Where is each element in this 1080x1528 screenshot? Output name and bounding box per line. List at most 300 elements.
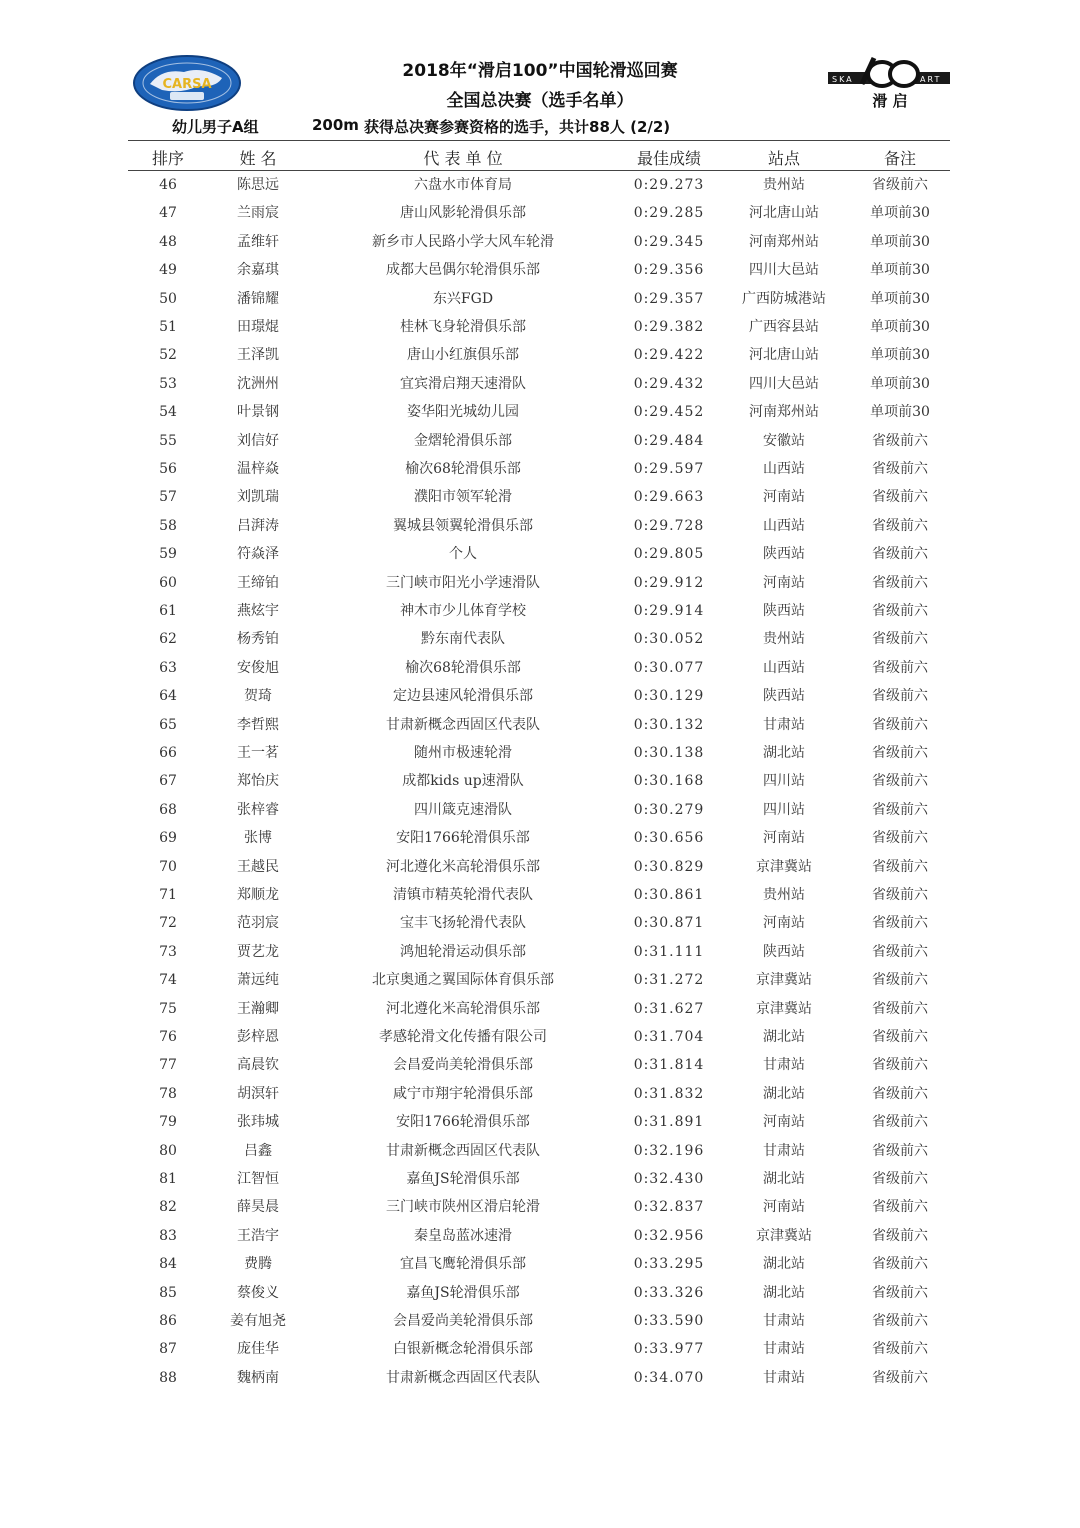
station-cell: 京津冀站 [756,972,812,989]
name-cell: 杨秀铂 [237,631,279,648]
name-cell: 吕湃涛 [237,517,279,534]
svg-text:CARSA: CARSA [162,77,212,92]
time-cell: 0:30.656 [633,830,705,847]
table-row [128,347,950,375]
rank-cell: 85 [159,1284,177,1301]
unit-cell: 个人 [449,546,477,563]
table-row [128,717,950,745]
note-cell: 省级前六 [872,574,928,591]
note-cell: 省级前六 [872,1227,928,1244]
station-cell: 广西容县站 [749,319,819,335]
time-cell: 0:32.196 [633,1142,705,1159]
station-cell: 四川站 [763,773,805,790]
rank-cell: 55 [159,432,177,449]
table-row [128,972,950,1000]
station-cell: 四川大邑站 [749,262,819,279]
station-cell: 四川大邑站 [749,375,819,392]
note-cell: 省级前六 [872,745,928,761]
note-cell: 单项前30 [870,205,930,222]
name-cell: 张梓睿 [237,801,279,818]
note-cell: 省级前六 [872,1029,928,1045]
unit-cell: 黔东南代表队 [421,631,505,648]
rank-cell: 57 [159,489,177,506]
col-rank-header: 排序 [151,149,184,168]
name-cell: 庞佳华 [237,1341,279,1358]
name-cell: 费腾 [244,1256,272,1273]
rank-cell: 87 [159,1341,177,1358]
unit-cell: 桂林飞身轮滑俱乐部 [400,319,526,335]
note-cell: 省级前六 [872,659,928,676]
unit-cell: 北京奥通之翼国际体育俱乐部 [372,972,554,989]
rank-cell: 88 [159,1369,177,1386]
table-row [128,546,950,574]
note-cell: 省级前六 [872,177,928,193]
rank-cell: 53 [159,375,177,392]
time-cell: 0:29.452 [633,404,705,421]
station-cell: 湖北站 [763,1284,805,1301]
unit-cell: 六盘水市体育局 [414,177,512,193]
station-cell: 京津冀站 [756,1000,812,1017]
unit-cell: 清镇市精英轮滑代表队 [393,887,533,903]
table-row [128,291,950,319]
time-cell: 0:30.052 [633,631,705,648]
time-cell: 0:32.430 [633,1171,705,1187]
unit-cell: 会昌爱尚美轮滑俱乐部 [393,1313,533,1329]
unit-cell: 神木市少儿体育学校 [400,603,526,619]
note-cell: 省级前六 [872,773,928,790]
name-cell: 孟维轩 [237,233,279,250]
time-cell: 0:30.871 [633,915,705,932]
unit-cell: 甘肃新概念西固区代表队 [386,1369,540,1386]
name-cell: 陈思远 [237,177,279,193]
rank-cell: 76 [159,1029,177,1045]
time-cell: 0:33.326 [633,1284,705,1301]
station-cell: 河南站 [763,1199,805,1216]
unit-cell: 河北遵化米高轮滑俱乐部 [386,858,540,875]
table-row [128,205,950,233]
time-cell: 0:29.663 [633,489,705,506]
unit-cell: 河北遵化米高轮滑俱乐部 [386,1000,540,1017]
name-cell: 张博 [244,830,272,847]
station-cell: 湖北站 [763,1085,805,1102]
station-cell: 贵州站 [763,887,805,903]
table-row [128,1285,950,1313]
rank-cell: 69 [159,830,177,847]
rank-cell: 84 [159,1256,177,1273]
station-cell: 山西站 [763,659,805,676]
name-cell: 彭梓恩 [237,1029,279,1045]
rank-cell: 49 [159,262,177,279]
station-cell: 甘肃站 [763,1057,805,1074]
station-cell: 河南站 [763,489,805,506]
note-cell: 省级前六 [872,801,928,818]
time-cell: 0:33.295 [633,1256,705,1273]
table-row [128,1313,950,1341]
rank-cell: 71 [159,887,177,903]
unit-cell: 秦皇岛蓝冰速滑 [414,1227,512,1244]
col-note-header: 备注 [883,149,916,168]
name-cell: 胡溟轩 [237,1085,279,1102]
name-cell: 王缔铂 [237,574,279,591]
time-cell: 0:33.590 [633,1313,705,1329]
station-cell: 甘肃站 [763,1142,805,1159]
header-bottom-rule [128,170,950,171]
name-cell: 符焱泽 [237,546,279,563]
table-row [128,773,950,801]
rank-cell: 46 [159,177,177,193]
note-cell: 省级前六 [872,858,928,875]
station-cell: 陕西站 [763,546,805,563]
unit-cell: 姿华阳光城幼儿园 [407,404,519,421]
time-cell: 0:29.914 [633,603,705,619]
title-line-1: 2018年“滑启100”中国轮滑巡回赛 [402,61,678,81]
note-cell: 省级前六 [872,1085,928,1102]
station-cell: 京津冀站 [756,858,812,875]
time-cell: 0:29.285 [633,205,705,222]
note-cell: 省级前六 [872,631,928,648]
name-cell: 余嘉琪 [237,262,279,279]
time-cell: 0:29.273 [633,177,705,193]
qualify-text: 获得总决赛参赛资格的选手，共计88人 (2/2) [364,118,671,136]
name-cell: 王越民 [237,858,279,875]
unit-cell: 甘肃新概念西固区代表队 [386,716,540,733]
rank-cell: 75 [159,1000,177,1017]
table-row [128,433,950,461]
table-row [128,688,950,716]
rank-cell: 65 [159,716,177,733]
note-cell: 省级前六 [872,943,928,960]
station-cell: 河北唐山站 [749,205,819,222]
time-cell: 0:31.891 [633,1114,705,1131]
name-cell: 贾艺龙 [237,943,279,960]
unit-cell: 翼城县领翼轮滑俱乐部 [393,517,533,534]
note-cell: 单项前30 [870,347,930,364]
table-row [128,802,950,830]
name-cell: 高晨钦 [237,1057,279,1074]
note-cell: 省级前六 [872,830,928,847]
table-row [128,830,950,858]
unit-cell: 宝丰飞扬轮滑代表队 [400,915,526,932]
station-cell: 陕西站 [763,688,805,705]
unit-cell: 三门峡市阳光小学速滑队 [386,574,540,591]
note-cell: 省级前六 [872,1114,928,1131]
name-cell: 蔡俊义 [237,1284,279,1301]
note-cell: 省级前六 [872,1000,928,1017]
name-cell: 薛昊晨 [237,1199,279,1216]
station-cell: 甘肃站 [763,716,805,733]
time-cell: 0:31.111 [633,943,705,960]
rank-cell: 59 [159,546,177,563]
table-row [128,1143,950,1171]
note-cell: 省级前六 [872,1256,928,1273]
rank-cell: 63 [159,659,177,676]
time-cell: 0:29.912 [633,574,705,591]
station-cell: 河北唐山站 [749,347,819,364]
unit-cell: 新乡市人民路小学大风车轮滑 [372,233,554,250]
time-cell: 0:29.432 [633,375,705,392]
name-cell: 温梓焱 [237,461,279,477]
table-row [128,603,950,631]
note-cell: 省级前六 [872,887,928,903]
time-cell: 0:29.484 [633,432,705,449]
table-row [128,1199,950,1227]
name-cell: 刘凯瑞 [237,489,279,506]
time-cell: 0:29.382 [633,319,705,335]
time-cell: 0:30.138 [633,745,705,761]
note-cell: 省级前六 [872,716,928,733]
station-cell: 广西防城港站 [742,290,826,307]
table-row [128,319,950,347]
table-row [128,234,950,262]
name-cell: 姜有旭尧 [230,1313,286,1329]
note-cell: 省级前六 [872,915,928,932]
unit-cell: 安阳1766轮滑俱乐部 [396,830,530,847]
station-cell: 山西站 [763,461,805,477]
unit-cell: 榆次68轮滑俱乐部 [405,461,521,477]
station-cell: 陕西站 [763,603,805,619]
time-cell: 0:32.837 [633,1199,705,1216]
time-cell: 0:30.829 [633,858,705,875]
rank-cell: 51 [159,319,177,335]
name-cell: 吕鑫 [244,1142,272,1159]
table-row [128,1370,950,1398]
rank-cell: 77 [159,1057,177,1074]
station-cell: 京津冀站 [756,1227,812,1244]
name-cell: 燕炫宇 [237,603,279,619]
rank-cell: 78 [159,1085,177,1102]
col-station-header: 站点 [767,149,800,168]
time-cell: 0:31.704 [633,1029,705,1045]
time-cell: 0:29.356 [633,262,705,279]
note-cell: 省级前六 [872,461,928,477]
unit-cell: 金熠轮滑俱乐部 [414,432,512,449]
station-cell: 河南站 [763,915,805,932]
svg-text:ART: ART [920,75,942,84]
unit-cell: 孝感轮滑文化传播有限公司 [379,1029,547,1045]
table-row [128,1256,950,1284]
station-cell: 陕西站 [763,943,805,960]
table-row [128,745,950,773]
unit-cell: 四川箴克速滑队 [414,801,512,818]
table-row [128,1171,950,1199]
table-row [128,660,950,688]
rank-cell: 80 [159,1142,177,1159]
name-cell: 潘锦耀 [237,290,279,307]
name-cell: 安俊旭 [237,659,279,676]
name-cell: 魏柄南 [237,1369,279,1386]
table-row [128,404,950,432]
note-cell: 省级前六 [872,1142,928,1159]
time-cell: 0:31.814 [633,1057,705,1074]
name-cell: 张玮城 [237,1114,279,1131]
table-row [128,1057,950,1085]
rank-cell: 67 [159,773,177,790]
unit-cell: 鸿旭轮滑运动俱乐部 [400,943,526,960]
col-unit-header: 代 表 单 位 [423,149,503,168]
table-row [128,262,950,290]
time-cell: 0:29.805 [633,546,705,563]
note-cell: 单项前30 [870,290,930,307]
note-cell: 省级前六 [872,489,928,506]
rank-cell: 58 [159,517,177,534]
rank-cell: 62 [159,631,177,648]
unit-cell: 宜昌飞鹰轮滑俱乐部 [400,1256,526,1273]
station-cell: 湖北站 [763,1029,805,1045]
table-row [128,1114,950,1142]
station-cell: 贵州站 [763,631,805,648]
svg-text:SKA: SKA [832,75,854,84]
station-cell: 贵州站 [763,177,805,193]
table-row [128,177,950,205]
time-cell: 0:31.272 [633,972,705,989]
name-cell: 李哲熙 [237,716,279,733]
unit-cell: 嘉鱼JS轮滑俱乐部 [406,1284,520,1301]
rank-cell: 83 [159,1227,177,1244]
note-cell: 省级前六 [872,972,928,989]
note-cell: 省级前六 [872,1199,928,1216]
name-cell: 田璟焜 [237,319,279,335]
note-cell: 单项前30 [870,233,930,250]
name-cell: 郑顺龙 [237,887,279,903]
unit-cell: 安阳1766轮滑俱乐部 [396,1114,530,1131]
name-cell: 郑怡庆 [237,773,279,790]
title-line-2: 全国总决赛（选手名单） [446,91,634,111]
name-cell: 江智恒 [237,1171,279,1187]
unit-cell: 成都大邑偶尔轮滑俱乐部 [386,262,540,279]
station-cell: 甘肃站 [763,1341,805,1358]
station-cell: 安徽站 [763,432,805,449]
station-cell: 甘肃站 [763,1369,805,1386]
table-row [128,915,950,943]
station-cell: 四川站 [763,801,805,818]
station-cell: 河南郑州站 [749,233,819,250]
rank-cell: 56 [159,461,177,477]
rank-cell: 47 [159,205,177,222]
unit-cell: 榆次68轮滑俱乐部 [405,659,521,676]
table-row [128,489,950,517]
table-row [128,1001,950,1029]
table-row [128,631,950,659]
note-cell: 省级前六 [872,688,928,705]
note-cell: 省级前六 [872,1313,928,1329]
station-cell: 湖北站 [763,1171,805,1187]
right-logo-text: 滑 启 [872,92,908,110]
station-cell: 河南站 [763,1114,805,1131]
note-cell: 省级前六 [872,1171,928,1187]
table-row [128,859,950,887]
unit-cell: 三门峡市陕州区滑启轮滑 [386,1199,540,1216]
note-cell: 单项前30 [870,319,930,335]
group-label: 幼儿男子A组 [172,118,259,136]
distance-label: 200m [312,116,359,134]
name-cell: 王泽凯 [237,347,279,364]
unit-cell: 成都kids up速滑队 [402,773,524,790]
unit-cell: 宜宾滑启翔天速滑队 [400,375,526,392]
unit-cell: 唐山小红旗俱乐部 [407,347,519,364]
time-cell: 0:30.279 [633,801,705,818]
name-cell: 沈洲州 [237,375,279,392]
time-cell: 0:30.129 [633,688,705,705]
table-row [128,461,950,489]
rank-cell: 61 [159,603,177,619]
unit-cell: 濮阳市领军轮滑 [414,489,512,506]
table-row [128,575,950,603]
col-name-header: 姓 名 [239,149,277,168]
name-cell: 王瀚卿 [237,1000,279,1017]
note-cell: 省级前六 [872,1369,928,1386]
rank-cell: 48 [159,233,177,250]
name-cell: 王一茗 [237,745,279,761]
rank-cell: 73 [159,943,177,960]
station-cell: 河南郑州站 [749,404,819,421]
station-cell: 河南站 [763,574,805,591]
rank-cell: 60 [159,574,177,591]
table-row [128,944,950,972]
table-row [128,1228,950,1256]
table-row [128,1341,950,1369]
name-cell: 贺琦 [244,688,272,705]
time-cell: 0:29.357 [633,290,705,307]
note-cell: 单项前30 [870,375,930,392]
station-cell: 河南站 [763,830,805,847]
name-cell: 萧远纯 [237,972,279,989]
unit-cell: 会昌爱尚美轮滑俱乐部 [393,1057,533,1074]
time-cell: 0:30.132 [633,716,705,733]
unit-cell: 随州市极速轮滑 [414,745,512,761]
header-top-rule [128,140,950,141]
col-time-header: 最佳成绩 [636,149,701,168]
note-cell: 省级前六 [872,603,928,619]
note-cell: 省级前六 [872,432,928,449]
name-cell: 范羽宸 [237,915,279,932]
time-cell: 0:30.861 [633,887,705,903]
station-cell: 山西站 [763,517,805,534]
name-cell: 叶景钢 [237,404,279,421]
unit-cell: 嘉鱼JS轮滑俱乐部 [406,1171,520,1187]
table-row [128,518,950,546]
time-cell: 0:29.728 [633,517,705,534]
time-cell: 0:29.422 [633,347,705,364]
station-cell: 甘肃站 [763,1313,805,1329]
time-cell: 0:33.977 [633,1341,705,1358]
time-cell: 0:29.345 [633,233,705,250]
rank-cell: 82 [159,1199,177,1216]
note-cell: 单项前30 [870,262,930,279]
rank-cell: 79 [159,1114,177,1131]
time-cell: 0:30.168 [633,773,705,790]
time-cell: 0:32.956 [633,1227,705,1244]
time-cell: 0:30.077 [633,659,705,676]
note-cell: 省级前六 [872,1057,928,1074]
table-row [128,1029,950,1057]
name-cell: 王浩宇 [237,1227,279,1244]
unit-cell: 甘肃新概念西固区代表队 [386,1142,540,1159]
rank-cell: 50 [159,290,177,307]
rank-cell: 68 [159,801,177,818]
rank-cell: 54 [159,404,177,421]
rank-cell: 52 [159,347,177,364]
time-cell: 0:29.597 [633,461,705,477]
unit-cell: 东兴FGD [432,290,494,307]
rank-cell: 74 [159,972,177,989]
note-cell: 省级前六 [872,1284,928,1301]
rank-cell: 81 [159,1171,177,1187]
note-cell: 省级前六 [872,517,928,534]
name-cell: 刘信好 [237,432,279,449]
rank-cell: 86 [159,1313,177,1329]
note-cell: 省级前六 [872,1341,928,1358]
time-cell: 0:31.627 [633,1000,705,1017]
